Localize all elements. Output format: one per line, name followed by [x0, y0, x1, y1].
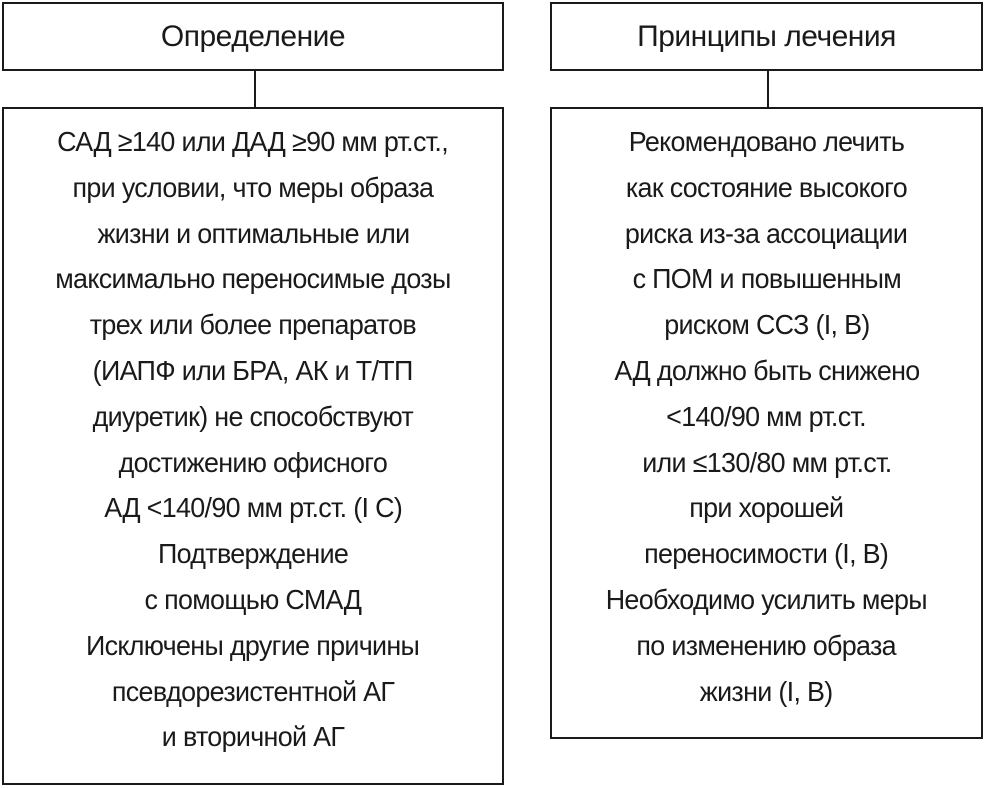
treatment-connector	[767, 71, 769, 107]
treatment-line: как состояние высокого	[625, 171, 908, 203]
definition-line: Подтверждение	[157, 538, 349, 570]
definition-line: при условии, что меры образа	[72, 171, 434, 203]
definition-line: Исключены другие причины	[86, 629, 420, 661]
treatment-line: АД должно быть снижено	[613, 354, 920, 386]
definition-line: диуретик) не способствуют	[92, 400, 414, 432]
treatment-line: при хорошей	[689, 492, 844, 524]
definition-connector	[254, 71, 256, 107]
treatment-line: жизни (I, B)	[700, 675, 833, 707]
treatment-line: Необходимо усилить меры	[605, 583, 928, 615]
treatment-header	[550, 2, 983, 71]
treatment-line: Рекомендовано лечить	[628, 126, 905, 157]
definition-line: псевдорезистентной АГ	[111, 675, 395, 707]
definition-line: и вторичной АГ	[161, 721, 345, 753]
treatment-line: или ≤130/80 мм рт.ст.	[641, 446, 892, 478]
definition-line: АД <140/90 мм рт.ст. (I C)	[104, 492, 402, 524]
definition-line: жизни и оптимальные или	[97, 217, 409, 249]
treatment-content-box	[550, 107, 983, 739]
treatment-line: риска из-за ассоциации	[625, 217, 908, 249]
treatment-line: риском ССЗ (I, B)	[663, 309, 870, 341]
definition-line: трех или более препаратов	[89, 309, 417, 341]
treatment-line: <140/90 мм рт.ст.	[666, 400, 867, 432]
treatment-line: по изменению образа	[636, 629, 897, 661]
treatment-title: Принципы лечения	[637, 19, 896, 53]
definition-header	[2, 2, 504, 71]
definition-line: достижению офисного	[118, 446, 388, 478]
definition-line: САД ≥140 или ДАД ≥90 мм рт.ст.,	[57, 126, 449, 157]
treatment-line: с ПОМ и повышенным	[632, 263, 901, 295]
definition-line: (ИАПФ или БРА, АК и Т/ТП	[93, 354, 413, 386]
definition-line: с помощью СМАД	[144, 583, 362, 615]
treatment-line: переносимости (I, B)	[644, 538, 889, 570]
treatment-text	[599, 119, 934, 714]
definition-text	[47, 119, 459, 760]
definition-title: Определение	[160, 19, 346, 53]
definition-content-box	[2, 107, 504, 785]
definition-line: максимально переносимые дозы	[55, 263, 451, 295]
